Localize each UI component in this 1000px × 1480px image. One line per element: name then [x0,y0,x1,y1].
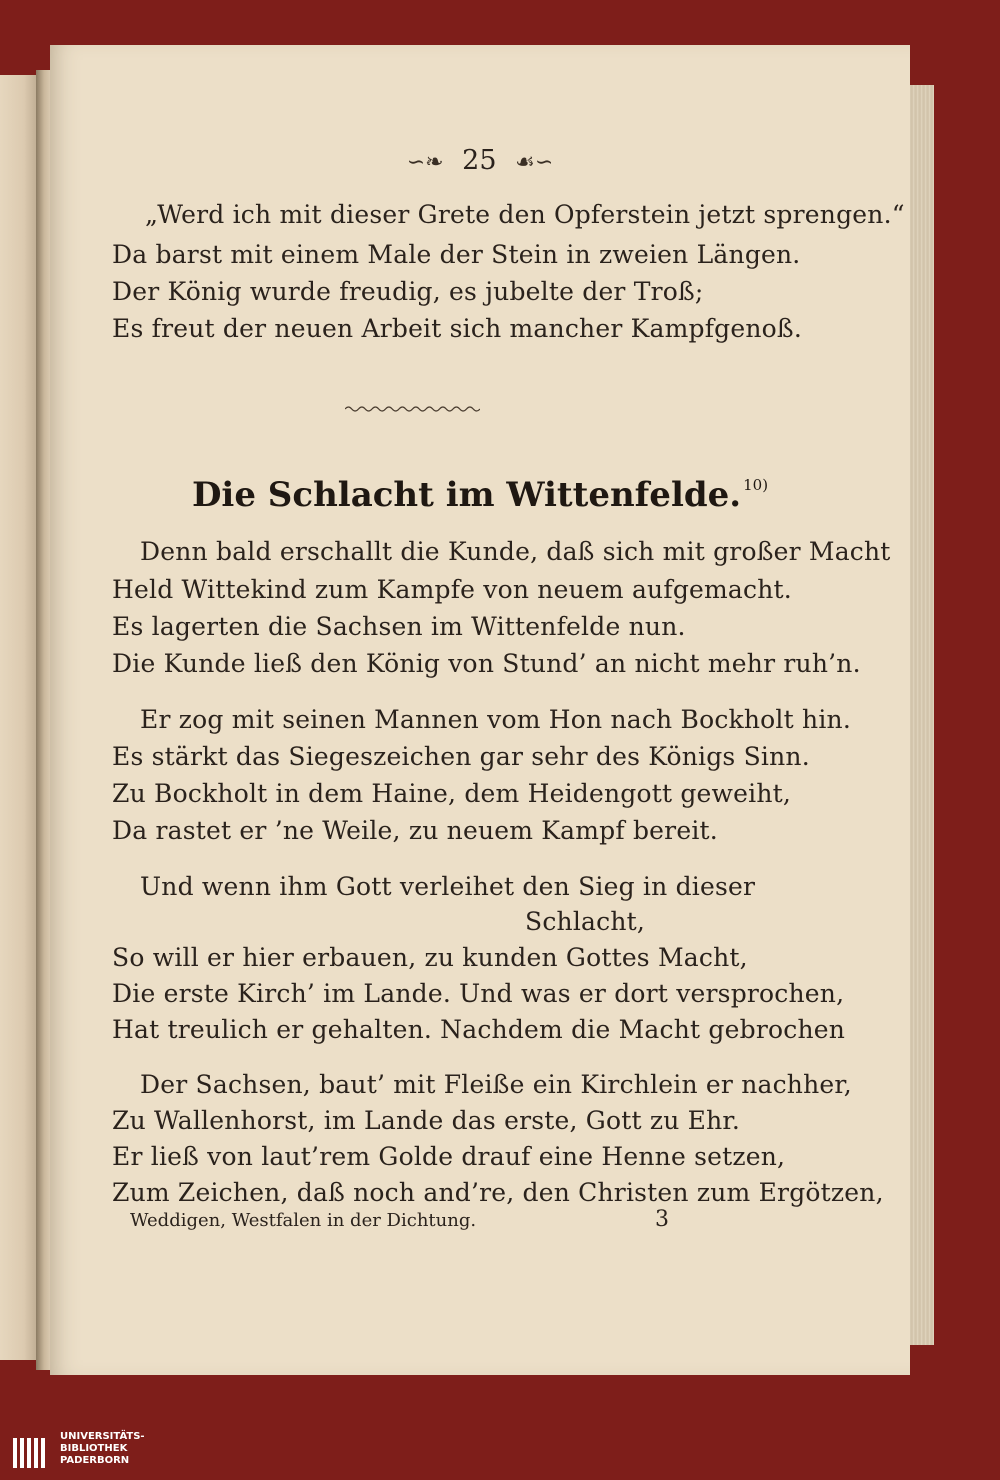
library-logo [5,1428,155,1474]
poem-line-continuation: Schlacht, [525,907,646,936]
poem-line: Es freut der neuen Arbeit sich mancher Kampfgenoß. [112,314,802,343]
poem-line: Zum Zeichen, daß noch and’re, den Christen zum Ergötzen, [112,1178,884,1207]
poem-line: Es stärkt das Siegeszeichen gar sehr des Königs Sinn. [112,742,810,771]
poem-line: Es lagerten die Sachsen im Wittenfelde nun. [112,612,686,641]
poem-title [50,475,910,515]
poem-line: Er ließ von laut’rem Golde drauf eine Henne setzen, [112,1142,786,1171]
book-page [50,45,910,1375]
poem-line: Die erste Kirch’ im Lande. Und was er dort versprochen, [112,979,845,1008]
poem-line: Denn bald erschallt die Kunde, daß sich mit großer Macht [140,537,891,566]
poem-line: Der König wurde freudig, es jubelte der Troß; [112,277,704,306]
footnote-marker: 10) [743,476,769,494]
library-emblem-icon [11,1432,51,1472]
wavy-divider-icon [345,405,480,413]
poem-title-text: Die Schlacht im Wittenfelde. [191,475,742,515]
page-number: 25 [462,145,497,176]
sheet-number: 3 [655,1207,669,1232]
poem-line: Zu Bockholt in dem Haine, dem Heidengott geweiht, [112,779,792,808]
logo-line: BIBLIOTHEK [60,1443,128,1454]
page-header [50,145,910,176]
poem-line: Und wenn ihm Gott verleihet den Sieg in dieser [140,872,756,901]
left-page-edge [0,75,40,1360]
poem-line: Zu Wallenhorst, im Lande das erste, Gott zu Ehr. [112,1106,740,1135]
poem-line: Er zog mit seinen Mannen vom Hon nach Bockholt hin. [140,705,851,734]
logo-line: PADERBORN [60,1455,130,1466]
poem-line: Die Kunde ließ den König von Stund’ an nicht mehr ruh’n. [112,649,861,678]
sheet-signature: Weddigen, Westfalen in der Dichtung. [130,1210,477,1231]
poem-line: Da barst mit einem Male der Stein in zweien Längen. [112,240,801,269]
ornament-left-icon: ∽❧ [406,150,444,175]
poem-line: Hat treulich er gehalten. Nachdem die Macht gebrochen [112,1015,846,1044]
poem-line: So will er hier erbauen, zu kunden Gottes Macht, [112,943,748,972]
poem-line: Da rastet er ’ne Weile, zu neuem Kampf bereit. [112,816,718,845]
poem-line: „Werd ich mit dieser Grete den Opferstein jetzt sprengen.“ [145,200,905,229]
poem-line: Der Sachsen, baut’ mit Fleiße ein Kirchlein er nachher, [140,1070,852,1099]
ornament-right-icon: ☙∽ [515,150,554,175]
poem-line: Held Wittekind zum Kampfe von neuem aufgemacht. [112,575,792,604]
logo-line: UNIVERSITÄTS- [60,1431,145,1442]
library-logo-text [60,1431,145,1467]
